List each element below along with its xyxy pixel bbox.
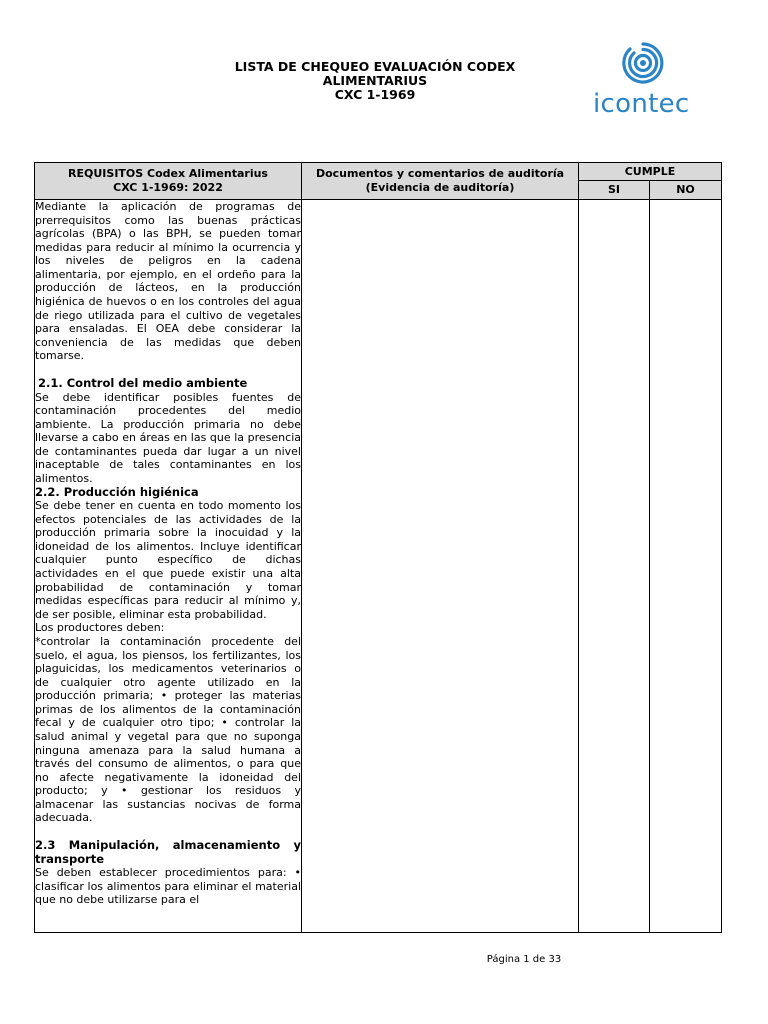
- section-2-1-text: Se debe identificar posibles fuentes de contaminación procedentes del medio ambiente. La producción primaria no debe llevarse a cabo en áreas en las que la presencia de contaminantes pueda dar lugar a un nivel inaceptable de tales contaminantes en los alimentos.: [35, 390, 301, 485]
- title-line-1: LISTA DE CHEQUEO EVALUACIÓN CODEX: [234, 59, 516, 74]
- documentos-cell[interactable]: [302, 200, 579, 933]
- section-2-2-producers: Los productores deben:: [35, 621, 165, 635]
- requisitos-cell: [35, 200, 302, 933]
- header-requisitos-line1: REQUISITOS Codex Alimentarius: [68, 167, 268, 180]
- section-2-2-heading: 2.2. Producción higiénica: [35, 484, 199, 499]
- header-cumple: CUMPLE: [579, 163, 722, 181]
- icontec-logo: [591, 40, 701, 122]
- header-requisitos-line2: CXC 1-1969: 2022: [113, 181, 223, 194]
- section-2-3-heading: 2.3 Manipulación, almacenamiento y transporte: [35, 838, 301, 866]
- icontec-rings-icon: [620, 40, 666, 86]
- header-si: SI: [579, 181, 650, 200]
- header-documentos-line1: Documentos y comentarios de auditoría: [315, 167, 565, 180]
- si-cell[interactable]: [579, 200, 650, 933]
- page-number: Página 1 de 33: [486, 954, 562, 965]
- title-line-3: CXC 1-1969: [334, 87, 416, 102]
- header-documentos-line2: (Evidencia de auditoría): [365, 181, 515, 194]
- section-2-2-text: Se debe tener en cuenta en todo momento los efectos potenciales de las actividades de la producción primaria sobre la inocuidad y la idoneidad de los alimentos. Incluye identificar cualquier punto específico de dichas actividades en el que puede existir una alta probabilidad de contaminación y tomar medidas específicas para reducir al mínimo y, de ser posible, eliminar esta probabilidad.: [35, 499, 301, 621]
- checklist-table: [34, 162, 722, 933]
- header-requisitos: [35, 163, 302, 200]
- title-line-2: ALIMENTARIUS: [322, 73, 428, 88]
- requisitos-content: [35, 200, 301, 932]
- intro-paragraph: Mediante la aplicación de programas de prerrequisitos como las buenas prácticas agrícolas (BPA) o las BPH, se pueden tomar medidas para reducir al mínimo la ocurrencia y los niveles de peligros en la cadena alimentaria, por ejemplo, en el ordeño para la producción de lácteos, en la producción higiénica de huevos o en los controles del agua de riego utilizada para el cultivo de vegetales para ensaladas. El OEA debe considerar la conveniencia de las medidas que deben tomarse.: [35, 200, 301, 363]
- section-2-2-list: *controlar la contaminación procedente del suelo, el agua, los piensos, los fertilizantes, los plaguicidas, los medicamentos veterinarios o de cualquier otro agente utilizado en la producción primaria; • proteger las materias primas de los alimentos de la contaminación fecal y de cualquier otro tipo; • controlar la salud animal y vegetal para que no suponga ninguna amenaza para la salud humana a través del consumo de alimentos, o para que no afecte negativamente la idoneidad del producto; y • gestionar los residuos y almacenar las sustancias nocivas de forma adecuada.: [35, 634, 301, 825]
- no-cell[interactable]: [650, 200, 722, 933]
- document-title: [200, 60, 550, 102]
- section-2-3-text: Se deben establecer procedimientos para: • clasificar los alimentos para eliminar el material que no debe utilizarse para el: [35, 866, 301, 907]
- section-2-1-heading: 2.1. Control del medio ambiente: [38, 375, 248, 390]
- header-documentos: [302, 163, 579, 200]
- logo-wordmark: icontec: [593, 89, 690, 119]
- header-no: NO: [650, 181, 722, 200]
